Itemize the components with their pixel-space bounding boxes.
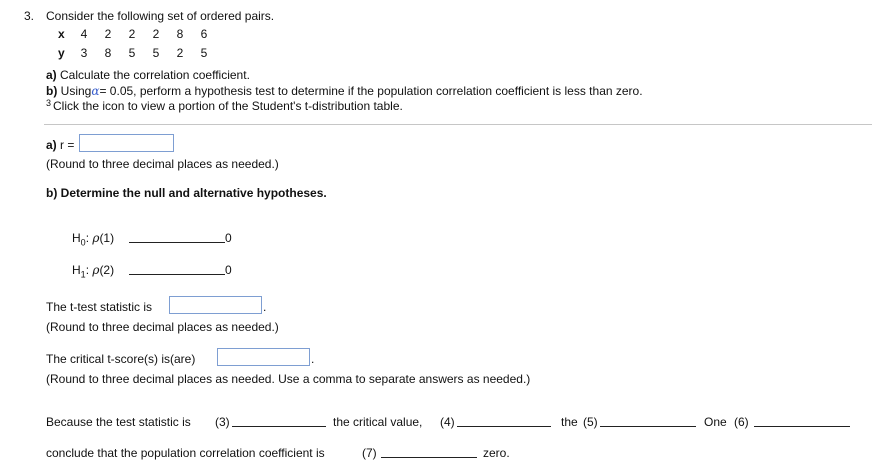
h0-sub: 0 <box>80 237 86 248</box>
concl-text-4: One <box>704 415 727 429</box>
alpha-symbol: α <box>91 84 100 98</box>
blank-3-number: (3) <box>215 415 230 429</box>
blank-2-dropdown[interactable] <box>129 274 225 275</box>
rho-symbol: ρ <box>92 263 100 277</box>
t-stat-round-note: (Round to three decimal places as needed.) <box>46 320 279 334</box>
part-a-label: a) <box>46 68 57 82</box>
concl-text-6: zero. <box>483 446 510 460</box>
y-value: 2 <box>176 45 184 60</box>
x-label: x <box>58 26 65 41</box>
y-value: 5 <box>128 45 136 60</box>
blank-1-dropdown[interactable] <box>129 242 225 243</box>
h1-rhs: 0 <box>225 263 232 277</box>
t-stat-label: The t-test statistic is <box>46 300 153 314</box>
y-value: 5 <box>200 45 208 60</box>
footnote-text[interactable]: Click the icon to view a portion of the Student's t-distribution table. <box>53 99 403 113</box>
blank-4-number: (4) <box>440 415 455 429</box>
footnote[interactable] <box>46 99 403 113</box>
question-title: Consider the following set of ordered pairs. <box>46 9 275 23</box>
part-a-instruction <box>46 68 250 82</box>
concl-text-1: Because the test statistic is <box>46 415 191 429</box>
blank-5-dropdown[interactable] <box>600 426 696 427</box>
ordered-pairs-table <box>58 24 216 62</box>
rho-symbol: ρ <box>92 231 100 245</box>
x-value: 2 <box>152 26 160 41</box>
h0-label: H <box>72 231 81 245</box>
part-b-text-pre: Using <box>60 84 92 98</box>
h0-rhs: 0 <box>225 231 232 245</box>
h1-label: H <box>72 263 81 277</box>
concl-text-3: the <box>561 415 578 429</box>
concl-text-5: conclude that the population correlation coefficient is <box>46 446 325 460</box>
h1-sub: 1 <box>80 269 86 280</box>
x-value: 2 <box>104 26 112 41</box>
divider <box>44 124 872 125</box>
y-label: y <box>58 45 65 60</box>
part-a-text: Calculate the correlation coefficient. <box>60 68 250 82</box>
blank-7-number: (7) <box>362 446 377 460</box>
r-label: r = <box>60 138 75 152</box>
alt-hypothesis <box>72 263 114 279</box>
h0-colon: : <box>85 231 90 245</box>
y-value: 5 <box>152 45 160 60</box>
answer-a-label: a) <box>46 138 57 152</box>
null-hypothesis <box>72 231 114 247</box>
blank-4-dropdown[interactable] <box>457 426 551 427</box>
y-value: 8 <box>104 45 112 60</box>
blank-6-number: (6) <box>734 415 749 429</box>
h1-colon: : <box>85 263 90 277</box>
r-input[interactable] <box>79 134 174 152</box>
critical-label: The critical t-score(s) is(are) <box>46 352 196 366</box>
blank-5-number: (5) <box>583 415 598 429</box>
x-value: 2 <box>128 26 136 41</box>
blank-1-number: (1) <box>99 231 115 245</box>
r-row <box>46 138 74 152</box>
t-stat-period: . <box>263 300 267 314</box>
part-b-instruction <box>46 84 643 98</box>
critical-period: . <box>311 352 315 366</box>
critical-input[interactable] <box>217 348 310 366</box>
blank-3-dropdown[interactable] <box>232 426 326 427</box>
concl-text-2: the critical value, <box>333 415 423 429</box>
question-number: 3. <box>24 9 35 23</box>
x-value: 4 <box>80 26 88 41</box>
blank-2-number: (2) <box>99 263 115 277</box>
y-value: 3 <box>80 45 88 60</box>
blank-7-dropdown[interactable] <box>381 457 477 458</box>
part-b-question <box>46 186 327 200</box>
t-stat-input[interactable] <box>169 296 262 314</box>
x-value: 8 <box>176 26 184 41</box>
x-value: 6 <box>200 26 208 41</box>
part-b-label: b) <box>46 84 58 98</box>
x-row <box>58 24 216 43</box>
y-row <box>58 43 216 62</box>
critical-round-note: (Round to three decimal places as needed. Use a comma to separate answers as needed.) <box>46 372 531 386</box>
r-round-note: (Round to three decimal places as needed.) <box>46 157 279 171</box>
part-b-text-post: = 0.05, perform a hypothesis test to determine if the population correlation coefficient is less than zero. <box>99 84 643 98</box>
part-b-hyp-text: b) Determine the null and alternative hypotheses. <box>46 186 327 200</box>
footnote-icon[interactable]: 3 <box>46 98 52 108</box>
blank-6-dropdown[interactable] <box>754 426 850 427</box>
